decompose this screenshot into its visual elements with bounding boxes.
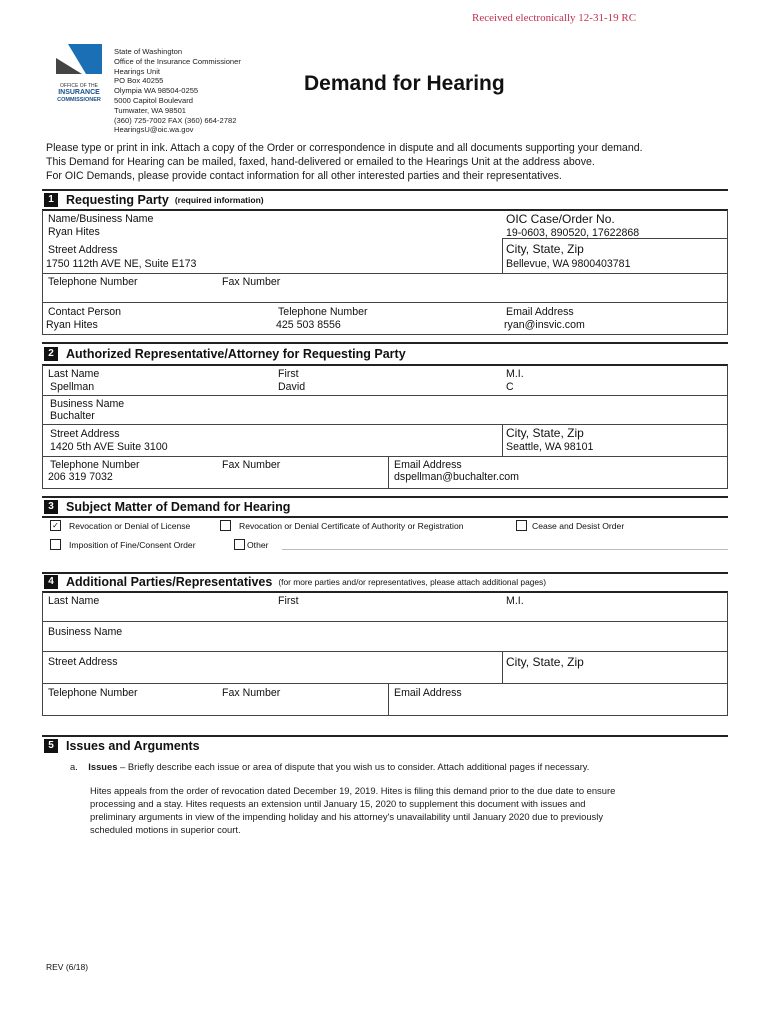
- address-line: (360) 725-7002 FAX (360) 664-2782: [114, 115, 237, 125]
- section-number: 4: [44, 575, 58, 589]
- form-divider: [502, 424, 503, 456]
- rep-business-label: Business Name: [50, 398, 125, 410]
- address-line: Tumwater, WA 98501: [114, 105, 187, 115]
- logo-line-3: COMMISSIONER: [57, 97, 101, 103]
- street-label: Street Address: [48, 244, 118, 256]
- issues-line: processing and a stay. Hites requests an extension until January 15, 2020 to supplement this document with issues and: [90, 798, 586, 809]
- contact-phone-label: Telephone Number: [278, 306, 368, 318]
- form-divider: [42, 273, 728, 274]
- email-label: Email Address: [506, 306, 574, 318]
- rep-mi-label: M.I.: [506, 368, 524, 380]
- city-label: City, State, Zip: [506, 242, 584, 256]
- addl-street-label: Street Address: [48, 656, 118, 668]
- phone-label: Telephone Number: [48, 276, 138, 288]
- form-divider: [42, 651, 728, 652]
- form-divider: [42, 456, 728, 457]
- section-5-header: [44, 739, 200, 753]
- issues-label: Issues: [88, 761, 118, 772]
- rep-mi-field[interactable]: C: [506, 381, 514, 393]
- instruction-line: For OIC Demands, please provide contact information for all other interested parties and their representatives.: [46, 170, 562, 182]
- section-rule: [42, 342, 728, 344]
- issues-prefix: a.: [70, 761, 78, 772]
- logo-line-2: INSURANCE: [58, 89, 100, 96]
- option-label: Cease and Desist Order: [532, 520, 625, 531]
- rep-phone-field[interactable]: 206 319 7032: [48, 471, 113, 483]
- form-border: [727, 592, 728, 716]
- rep-last-label: Last Name: [48, 368, 100, 380]
- case-field[interactable]: 19-0603, 890520, 17622868: [506, 227, 640, 239]
- address-line: Hearings Unit: [114, 66, 161, 76]
- rep-street-label: Street Address: [50, 428, 120, 440]
- section-note: (for more parties and/or representatives, please attach additional pages): [278, 577, 547, 587]
- addl-email-label: Email Address: [394, 687, 462, 699]
- section-note: (required information): [174, 195, 264, 205]
- option-fine-consent[interactable]: [50, 539, 196, 550]
- rep-last-field[interactable]: Spellman: [50, 381, 95, 393]
- checkbox[interactable]: [234, 539, 245, 550]
- form-divider: [388, 683, 389, 716]
- revision-label: REV (6/18): [46, 962, 89, 972]
- form-divider: [42, 488, 728, 489]
- oic-logo: [56, 44, 102, 104]
- section-title: Requesting Party: [66, 193, 169, 207]
- contact-phone-field[interactable]: 425 503 8556: [276, 319, 341, 331]
- case-label: OIC Case/Order No.: [506, 212, 615, 226]
- logo-mark-icon: [56, 44, 102, 78]
- other-input-line[interactable]: [282, 549, 728, 550]
- option-revocation-certificate[interactable]: [220, 520, 464, 531]
- address-line: 5000 Capitol Boulevard: [114, 95, 193, 105]
- form-divider: [42, 424, 728, 425]
- fax-label: Fax Number: [222, 276, 281, 288]
- address-line: Office of the Insurance Commissioner: [114, 56, 241, 66]
- section-rule: [42, 209, 728, 211]
- checkbox-checked[interactable]: ✓: [50, 520, 61, 531]
- contact-label: Contact Person: [48, 306, 122, 318]
- form-divider: [42, 715, 728, 716]
- address-line: State of Washington: [114, 47, 183, 56]
- rep-fax-label: Fax Number: [222, 459, 281, 471]
- section-number: 2: [44, 347, 58, 361]
- section-title: Subject Matter of Demand for Hearing: [66, 500, 291, 514]
- section-title: Issues and Arguments: [66, 739, 200, 753]
- street-field[interactable]: 1750 112th AVE NE, Suite E173: [46, 258, 197, 270]
- form-divider: [42, 302, 728, 303]
- form-border: [42, 592, 43, 716]
- checkbox[interactable]: [220, 520, 231, 531]
- rep-email-label: Email Address: [394, 459, 462, 471]
- section-title: Authorized Representative/Attorney for Requesting Party: [66, 347, 406, 361]
- section-2-header: [44, 347, 406, 361]
- checkbox[interactable]: [516, 520, 527, 531]
- issues-line: preliminary arguments in view of the impending holiday and his attorney's unavailability until January 2020 due to previously: [90, 811, 604, 822]
- form-divider: [388, 456, 389, 488]
- form-divider: [42, 395, 728, 396]
- page-title: Demand for Hearing: [304, 72, 505, 95]
- section-number: 5: [44, 739, 58, 753]
- option-label: Imposition of Fine/Consent Order: [69, 539, 196, 550]
- section-title: Additional Parties/Representatives: [66, 575, 273, 589]
- form-border: [727, 365, 728, 489]
- addl-first-label: First: [278, 595, 299, 607]
- address-line: Olympia WA 98504-0255: [114, 86, 199, 96]
- option-revocation-license[interactable]: [50, 520, 190, 531]
- issues-line: scheduled motions in superior court.: [90, 824, 241, 835]
- section-rule: [42, 189, 728, 191]
- rep-first-field[interactable]: David: [278, 381, 306, 393]
- email-field[interactable]: ryan@insvic.com: [504, 319, 585, 331]
- addl-fax-label: Fax Number: [222, 687, 281, 699]
- form-divider: [502, 238, 503, 274]
- contact-field[interactable]: Ryan Hites: [46, 319, 98, 331]
- addl-mi-label: M.I.: [506, 595, 524, 607]
- section-rule: [42, 572, 728, 574]
- issues-line: Hites appeals from the order of revocation dated December 19, 2019. Hites is filing this demand prior to the due date to ensure: [90, 785, 616, 796]
- form-divider: [42, 683, 728, 684]
- addl-last-label: Last Name: [48, 595, 100, 607]
- name-field[interactable]: Ryan Hites: [48, 226, 100, 238]
- rep-phone-label: Telephone Number: [50, 459, 140, 471]
- checkbox[interactable]: [50, 539, 61, 550]
- section-3-header: [44, 500, 290, 514]
- instructions: [46, 141, 643, 183]
- rep-street-field[interactable]: 1420 5th AVE Suite 3100: [50, 441, 168, 453]
- rep-business-field[interactable]: Buchalter: [50, 410, 95, 422]
- form-divider: [502, 651, 503, 683]
- received-stamp: Received electronically 12-31-19 RC: [472, 12, 637, 24]
- name-label: Name/Business Name: [48, 213, 154, 225]
- rep-city-field[interactable]: Seattle, WA 98101: [506, 441, 594, 453]
- option-cease-desist[interactable]: [516, 520, 624, 531]
- addl-phone-label: Telephone Number: [48, 687, 138, 699]
- section-rule: [42, 496, 728, 498]
- form-divider: [42, 621, 728, 622]
- instruction-line: Please type or print in ink. Attach a copy of the Order or correspondence in dispute and all documents supporting your demand.: [46, 142, 643, 154]
- form-border: [42, 365, 43, 489]
- address-line: HearingsU@oic.wa.gov: [114, 125, 194, 135]
- section-number: 3: [44, 500, 58, 514]
- rep-city-label: City, State, Zip: [506, 426, 584, 440]
- city-field[interactable]: Bellevue, WA 9800403781: [506, 258, 631, 270]
- option-other[interactable]: [234, 539, 269, 550]
- section-1-header: [44, 193, 264, 207]
- option-label: Revocation or Denial of License: [69, 520, 191, 531]
- rep-first-label: First: [278, 368, 299, 380]
- section-number: 1: [44, 193, 58, 207]
- logo-line-1: OFFICE OF THE: [60, 83, 98, 89]
- section-rule: [42, 591, 728, 593]
- section-rule: [42, 516, 728, 518]
- section-rule: [42, 735, 728, 737]
- addl-business-label: Business Name: [48, 626, 123, 638]
- issues-body[interactable]: [90, 784, 615, 836]
- option-label: Revocation or Denial Certificate of Authority or Registration: [239, 520, 464, 531]
- option-label: Other: [247, 539, 269, 550]
- address-line: PO Box 40255: [114, 76, 164, 86]
- section-4-header: [44, 575, 546, 589]
- form-divider: [42, 334, 728, 335]
- instruction-line: This Demand for Hearing can be mailed, faxed, hand-delivered or emailed to the Hearings Unit at the address above.: [46, 156, 595, 168]
- issues-instructions: [70, 760, 589, 773]
- rep-email-field[interactable]: dspellman@buchalter.com: [394, 471, 519, 483]
- agency-address: [114, 47, 241, 135]
- section-rule: [42, 364, 728, 366]
- addl-city-label: City, State, Zip: [506, 655, 584, 669]
- issues-text: – Briefly describe each issue or area of dispute that you wish us to consider. Attach additional pages if necessary.: [120, 761, 590, 772]
